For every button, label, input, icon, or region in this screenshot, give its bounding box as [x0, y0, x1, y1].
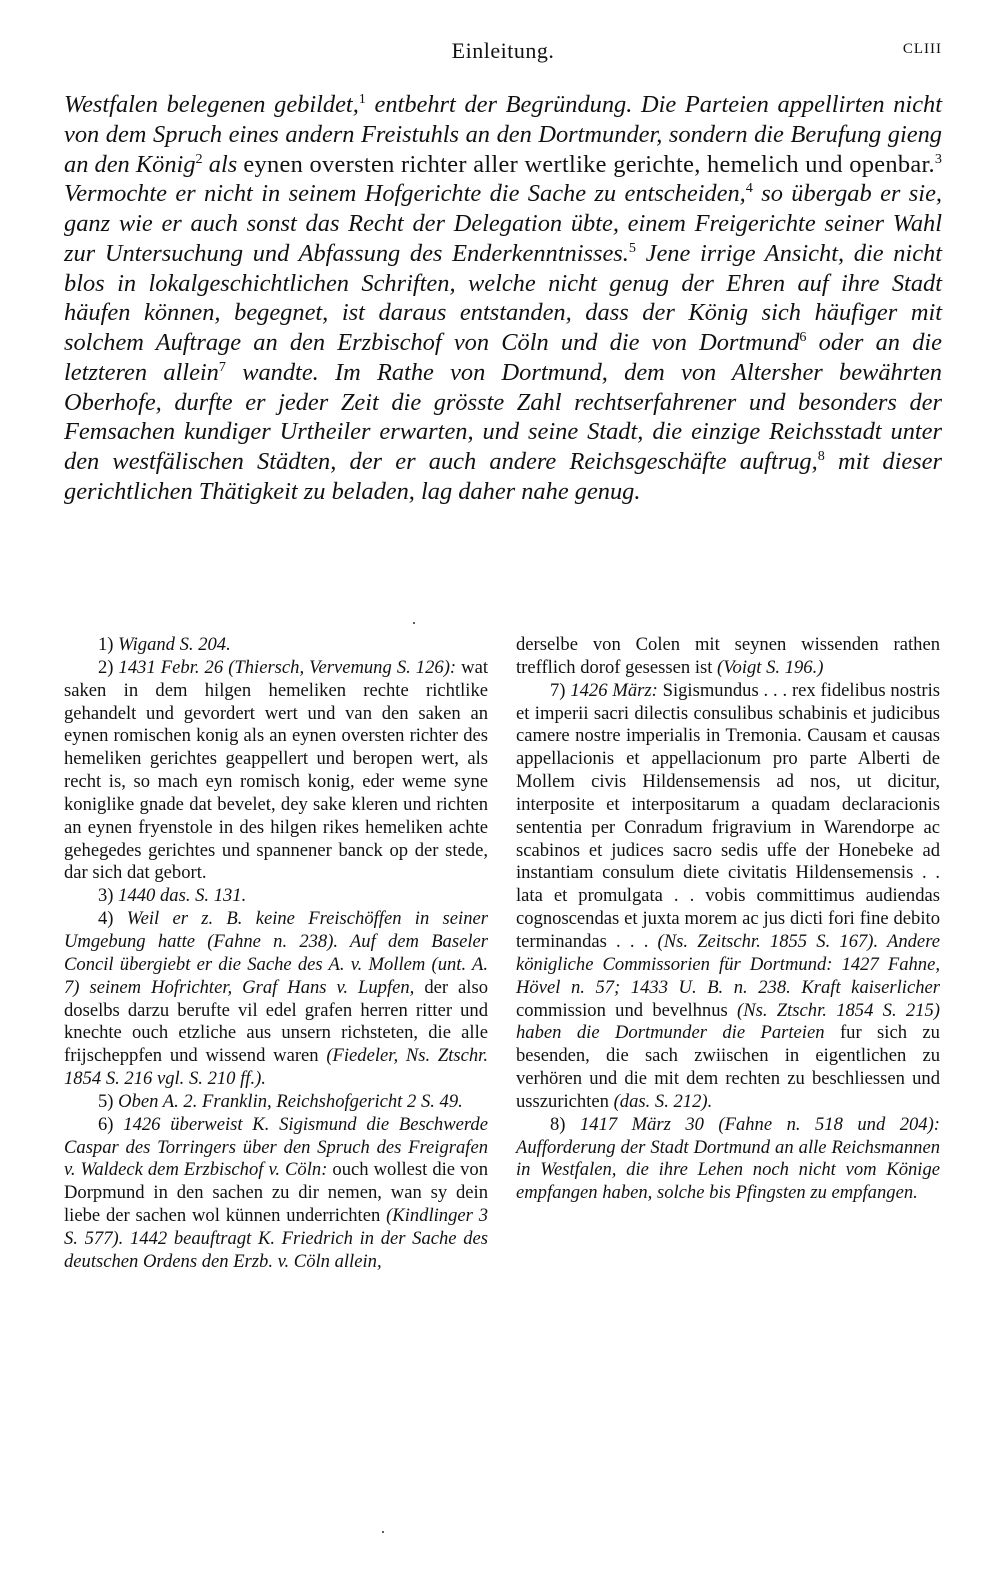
footnote-citation: 1426 überweist K. Sigismund die Beschwerde Caspar des Torringers über den Spruch des Freigrafen v. Waldeck dem Erzbischof v. Cöln: — [64, 1113, 488, 1181]
footnote-label: 8) — [550, 1113, 566, 1135]
footnote-text: der also doselbs darzu berufte vil edel grafen herren ritter und knechte ouch etzliche aus unsern richsteten, die alle frijscheppfen und wissend waren — [64, 976, 488, 1067]
main-paragraph — [64, 90, 942, 507]
footnote-citation: (Fiedeler, Ns. Ztschr. 1854 S. 216 vgl. S. 210 ff.). — [64, 1045, 488, 1090]
footnote-citation: (Ns. Ztschr. 1854 S. 215) haben die Dortmunder die Parteien — [516, 999, 940, 1044]
main-text-segment: wandte. Im Rathe von Dortmund, dem von Altersher bewährten Oberhofe, durfte er jeder Zeit die grösste Zahl rechtserfahrener und besonders der Femsachen kundiger Urtheiler erwarten, und seine Stadt, die einzige Reichsstadt unter den westfälischen Städten, der er auch andere Reichsgeschäfte auftrug, — [64, 358, 942, 475]
footnote-ref-5: 5 — [628, 239, 636, 256]
footnote-text: 1417 März 30 (Fahne n. 518 und 204): Aufforderung der Stadt Dortmund an alle Reichsmannen in Westfalen, die ihre Lehen noch nicht vom Könige empfangen haben, solche bis Pfingsten zu empfangen. — [516, 1113, 940, 1204]
footnote-ref-2: 2 — [195, 150, 203, 167]
footnote-column-left — [64, 634, 488, 1274]
footnote-citation: (das. S. 212). — [613, 1090, 713, 1112]
separator-mark: · — [380, 1522, 386, 1542]
main-text-segment: entbehrt der Begründung. Die Parteien appellirten nicht von dem Spruch eines andern Freistuhls an den Dortmunder, sondern die Berufung gieng an den König — [64, 91, 942, 178]
footnote-2 — [64, 657, 488, 885]
footnote-citation: (Kindlinger 3 S. 577). 1442 beauftragt K. Friedrich in der Sache des deutschen Ordens den Erzb. v. Cöln allein, — [64, 1205, 488, 1272]
footnote-citation: (Voigt S. 196.) — [717, 656, 824, 678]
footnote-ref-3: 3 — [934, 150, 942, 167]
main-text-segment: mit dieser gerichtlichen Thätigkeit zu beladen, lag daher nahe genug. — [64, 448, 942, 505]
footnote-citation: Weil er z. B. keine Freischöffen in seiner Umgebung hatte (Fahne n. 238). Auf dem Baseler Concil übergiebt er die Sache des A. v. Mollem (unt. A. 7) seinem Hofrichter, Graf Hans v. Lupfen, — [64, 908, 488, 998]
footnote-1 — [64, 634, 488, 657]
footnote-7 — [516, 680, 940, 1114]
footnote-citation: 1426 März: — [570, 679, 658, 701]
footnote-text: 1440 das. S. 131. — [118, 885, 247, 907]
footnote-column-right — [516, 634, 940, 1205]
footnote-text: Sigismundus . . . rex fidelibus nostris et imperii sacri dilectis consulibus schabinis et judicibus camere nostre imperialis in Tremonia. Causam et causas appellacionis et appellacionum pro parte Alberti de Mollem civis Hildensemensis ad nos, ut dicitur, interposite et interpositarum a quadam declaracionis sententia per Conradum frigravium in Warendorpe ac scabinos et judices sacro sedis uffe der Honebeke ad instantiam consulum diete civitatis Hildensemensis . . lata et promulgata . . vobis committimus audiendas cognoscendas et juxta morem ac jus dicti fori fine debito terminandas . . . — [516, 679, 940, 952]
main-text-segment: Vermochte er nicht in seinem Hofgerichte die Sache zu entscheiden, — [64, 180, 746, 208]
page-header — [64, 38, 942, 68]
footnote-8 — [516, 1114, 940, 1205]
footnote-citation: (Ns. Zeitschr. 1855 S. 167). Andere königliche Commissorien für Dortmund: 1427 Fahne, Hövel n. 57; 1433 U. B. n. 238. Kraft kaiserlicher — [516, 930, 940, 998]
page-number: CLIII — [902, 41, 942, 57]
footnote-ref-6: 6 — [799, 328, 807, 345]
main-text-segment: als — [202, 150, 244, 178]
main-text-segment: Jene irrige Ansicht, die nicht blos in lokalgeschichtlichen Schriften, welche nicht genug der Ehren auf ihre Stadt häufen können, begegnet, ist daraus entstanden, dass der König sich häufiger mit solchem Auftrage an den Erzbischof von Cöln und die von Dortmund — [64, 239, 942, 356]
footnote-ref-8: 8 — [817, 447, 825, 464]
running-title: Einleitung. — [451, 38, 555, 63]
footnote-label: 4) — [98, 908, 114, 930]
footnote-label: 6) — [98, 1113, 114, 1135]
footnote-text: derselbe von Colen mit seynen wissenden rathen trefflich dorof gesessen ist — [516, 634, 940, 678]
footnote-label: 3) — [98, 885, 114, 907]
footnote-text: Wigand S. 204. — [118, 634, 231, 655]
main-text-segment: Westfalen belegenen gebildet, — [64, 91, 359, 118]
footnote-text: fur sich zu besenden, die sach zwiischen in eigentlichen zu verhören und die mit dem rechten zu beschliessen und usszurichten — [516, 1022, 940, 1112]
footnote-6 — [64, 1114, 488, 1274]
separator-mark: · — [411, 613, 417, 633]
main-text — [64, 90, 942, 507]
footnote-citation: 1431 Febr. 26 (Thiersch, Vervemung S. 126): — [118, 656, 457, 678]
footnote-4 — [64, 908, 488, 1091]
footnote-text: wat saken in dem hilgen hemeliken rechte richtlike gehandelt und gevordert wert und van den saken an eynen romischen konig als an eynen oversten richter des hemeliken gerichtes geappellert und beropen wert, als recht is, so mach eyn romisch konig, eder weme syne koniglike gnade dat bevelet, dey sake kleren und richten an eynen fryenstole in des hilgen rikes hemeliken achte gehegedes gerichtes und spannener banck op der stede, dar sich dat gebort. — [64, 656, 488, 884]
footnote-label: 2) — [98, 656, 114, 678]
main-text-segment: so übergab er sie, ganz wie er auch sonst das Recht der Delegation übte, einem Freigerichte seiner Wahl zur Untersuchung und Abfassung des Enderkenntnisses. — [64, 180, 942, 267]
footnote-label: 1) — [98, 634, 114, 655]
footnote-ref-4: 4 — [745, 180, 753, 197]
footnote-ref-1: 1 — [358, 90, 366, 107]
main-text-quotation: eynen oversten richter aller wertlike gerichte, hemelich und openbar. — [243, 150, 935, 178]
footnote-text: commission und bevelhnus — [516, 999, 738, 1021]
footnote-label: 5) — [98, 1090, 114, 1112]
footnote-5 — [64, 1091, 488, 1114]
footnote-6-continued — [516, 634, 940, 680]
footnote-text: Oben A. 2. Franklin, Reichshofgericht 2 S. 49. — [118, 1090, 463, 1112]
main-text-segment: oder an die letzteren allein — [64, 329, 942, 386]
footnote-text: ouch wollest die von Dorpmund in den sachen zu dir nemen, wan sy dein liebe der sachen wol künnen underrichten — [64, 1159, 488, 1227]
footnote-ref-7: 7 — [218, 358, 226, 375]
footnote-label: 7) — [550, 679, 566, 701]
footnote-3 — [64, 885, 488, 908]
